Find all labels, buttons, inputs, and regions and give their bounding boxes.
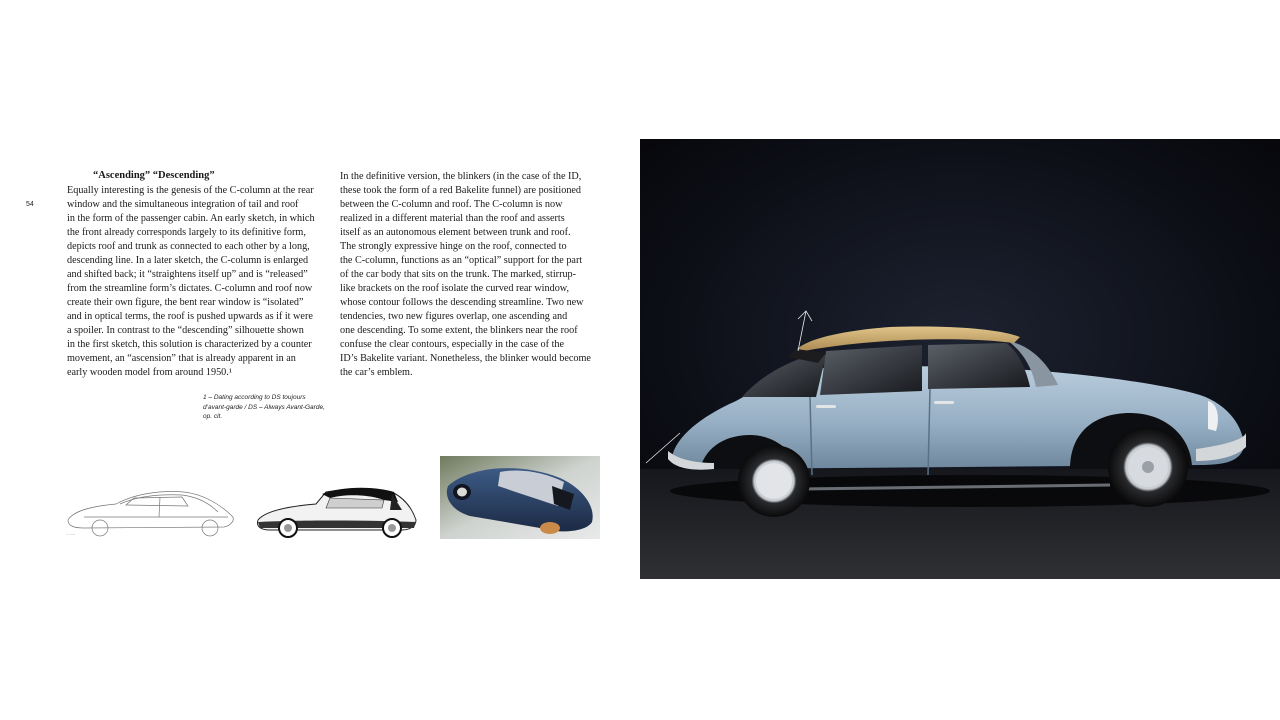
left-text-column: [67, 184, 331, 380]
section-heading: “Ascending” “Descending”: [93, 170, 215, 181]
body-line: in the form of the passenger cabin. An early sketch, in which: [67, 213, 315, 224]
body-line: a spoiler. In contrast to the “descending” silhouette shown: [67, 325, 304, 336]
svg-text:-- ----: -- ----: [66, 531, 76, 536]
page-number: 54: [26, 201, 34, 208]
body-line: ID’s Bakelite variant. Nonetheless, the blinker would become: [340, 353, 591, 364]
right-text-column: [340, 170, 604, 380]
body-line: these took the form of a red Bakelite funnel) are positioned: [340, 185, 582, 196]
body-line: descending line. In a later sketch, the C-column is enlarged: [67, 255, 309, 266]
footnote-line: d’avant-garde / DS – Always Avant-Garde,: [203, 403, 325, 411]
body-line: of the car body that sits on the trunk. The marked, stirrup-: [340, 269, 577, 280]
body-line: early wooden model from around 1950.¹: [67, 367, 232, 378]
body-line: one descending. To some extent, the blinkers near the roof: [340, 325, 578, 336]
body-line: realized in a different material than the roof and asserts: [340, 213, 565, 224]
footnote-line: op. cit.: [203, 413, 223, 420]
body-line: from the streamline form’s dictates. C-column and roof now: [67, 283, 313, 294]
body-line: the car’s emblem.: [340, 367, 413, 378]
body-line: window and the simultaneous integration of tail and roof: [67, 199, 299, 210]
body-line: depicts roof and trunk as connected to each other by a long,: [67, 241, 310, 252]
body-line: movement, an “ascension” that is already apparent in an: [67, 353, 296, 364]
body-line: like brackets on the roof isolate the curved rear window,: [340, 283, 570, 294]
body-line: confuse the clear contours, especially in the case of the: [340, 339, 565, 350]
body-line: create their own figure, the bent rear window is “isolated”: [67, 297, 304, 308]
footnote-line: 1 – Dating according to DS toujours: [203, 394, 306, 401]
early-sketch-image: [64, 484, 246, 542]
body-line: the C-column, functions as an “optical” support for the part: [340, 255, 583, 266]
body-line: the front already corresponds largely to its definitive form,: [67, 227, 306, 238]
body-line: in the first sketch, this solution is characterized by a counter: [67, 339, 312, 350]
body-line: and in optical terms, the roof is pushed upwards as if it were: [67, 311, 313, 322]
later-sketch-image: [252, 480, 424, 542]
body-line: Equally interesting is the genesis of the C-column at the rear: [67, 185, 314, 196]
body-line: The strongly expressive hinge on the roof, connected to: [340, 241, 567, 252]
body-line: whose contour follows the descending streamline. Two new: [340, 297, 584, 308]
body-line: In the definitive version, the blinkers (in the case of the ID,: [340, 171, 582, 182]
body-line: tendencies, two new figures overlap, one ascending and: [340, 311, 568, 322]
body-line: and shifted back; it “straightens itself up” and is “released”: [67, 269, 308, 280]
ds-car-photo: [640, 139, 1280, 579]
body-line: itself as an autonomous element between trunk and roof.: [340, 227, 571, 238]
footnote: [203, 393, 325, 422]
body-line: between the C-column and roof. The C-column is now: [340, 199, 563, 210]
wooden-model-photo: [440, 456, 600, 539]
